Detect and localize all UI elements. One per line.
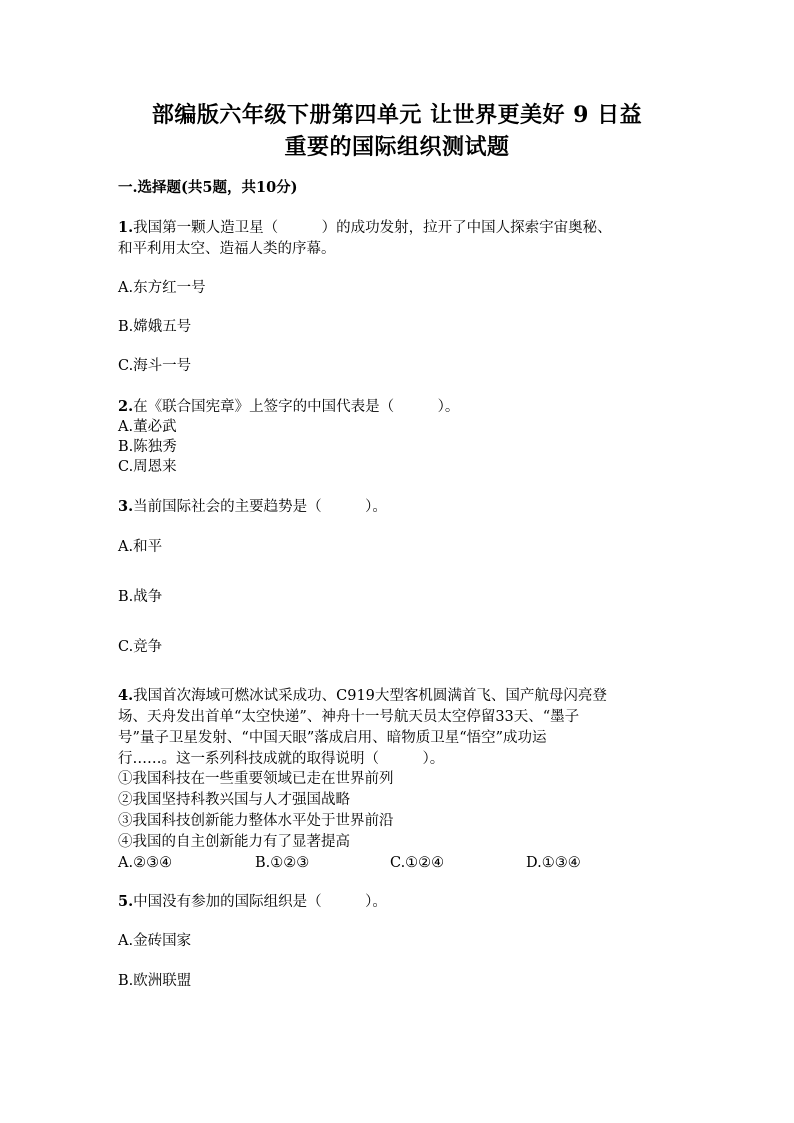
question-4-option-a: A.②③④ [118, 855, 173, 871]
question-text: 当前国际社会的主要趋势是（ ）。 [133, 499, 387, 515]
section-heading: 一.选择题(共5题，共10分) [118, 179, 298, 196]
question-3-option-c: C.竞争 [118, 639, 163, 655]
page-title-line2: 重要的国际组织测试题 [284, 134, 510, 160]
question-text: 在《联合国宪章》上签字的中国代表是（ ）。 [133, 399, 460, 415]
question-5-option-b: B.欧洲联盟 [118, 973, 192, 989]
question-2-option-c: C.周恩来 [118, 459, 177, 475]
question-1-option-a: A.东方红一号 [118, 280, 206, 296]
question-4-statement-3: ③我国科技创新能力整体水平处于世界前沿 [118, 813, 394, 829]
question-number: 5. [118, 893, 134, 910]
question-4-line-2: 场、天舟发出首单“太空快递”、神舟十一号航天员太空停留33天、“墨子 [118, 709, 580, 725]
question-1-line-2: 和平利用太空、造福人类的序幕。 [118, 241, 336, 257]
question-number: 4. [118, 687, 134, 704]
question-text: 我国首次海域可燃冰试采成功、C919大型客机圆满首飞、国产航母闪亮登 [133, 688, 607, 704]
question-1-line-1 [118, 218, 612, 238]
question-1-option-c: C.海斗一号 [118, 358, 192, 374]
question-text: 中国没有参加的国际组织是（ ）。 [133, 894, 387, 910]
question-4-option-b: B.①②③ [255, 855, 310, 871]
question-number: 2. [118, 398, 134, 415]
question-4-option-c: C.①②④ [390, 855, 445, 871]
question-4-line-1 [118, 686, 607, 706]
question-number: 1. [118, 219, 134, 236]
question-1-option-b: B.嫦娥五号 [118, 319, 192, 335]
question-2-option-b: B.陈独秀 [118, 439, 177, 455]
question-number: 3. [118, 498, 134, 515]
question-4-line-4: 行……。这一系列科技成就的取得说明（ ）。 [118, 751, 445, 767]
question-3-option-b: B.战争 [118, 589, 163, 605]
question-3-option-a: A.和平 [118, 539, 163, 555]
question-5-line-1 [118, 892, 387, 912]
question-text: 我国第一颗人造卫星（ ）的成功发射，拉开了中国人探索宇宙奥秘、 [133, 220, 612, 236]
question-4-statement-4: ④我国的自主创新能力有了显著提高 [118, 834, 350, 850]
question-5-option-a: A.金砖国家 [118, 933, 192, 949]
question-3-line-1 [118, 497, 387, 517]
question-4-option-d: D.①③④ [526, 855, 581, 871]
question-4-statement-1: ①我国科技在一些重要领域已走在世界前列 [118, 771, 394, 787]
question-2-line-1 [118, 397, 459, 417]
page-title-line1: 部编版六年级下册第四单元 让世界更美好 9 日益 [151, 102, 643, 128]
question-2-option-a: A.董必武 [118, 419, 177, 435]
question-4-line-3: 号”量子卫星发射、“中国天眼”落成启用、暗物质卫星“悟空”成功运 [118, 730, 547, 746]
question-4-statement-2: ②我国坚持科教兴国与人才强国战略 [118, 792, 350, 808]
